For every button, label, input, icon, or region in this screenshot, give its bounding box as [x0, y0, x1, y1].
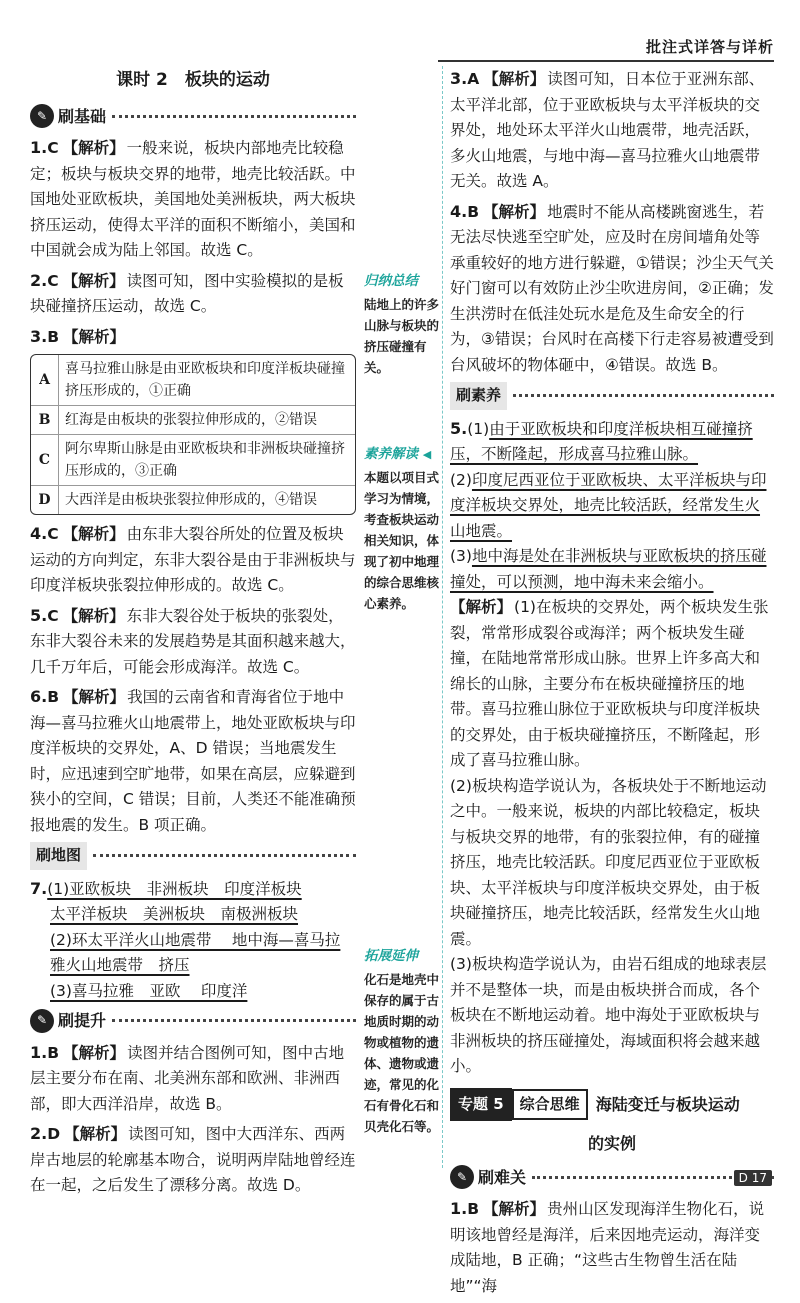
arrow-left-icon: ◀: [422, 448, 432, 461]
answer-q4-right: 4.B 【解析】 地震时不能从高楼跳窗逃生，若无法尽快逃至空旷处，应及时在房间墙角处等承重较好的地方进行躲避，①错误；沙尘天气关好门窗可以有效防止沙尘吹进房间，②正确；发生洪涝时在低洼处玩水是危及生命安全的行为，③错误；台风时在高楼下行走容易被遭受到台风破坏的物体砸中，④错误。故选 B。: [450, 201, 774, 374]
margin-notes: [360, 66, 442, 1168]
option-row: B 红海是由板块的张裂拉伸形成的，②错误: [31, 406, 355, 435]
section-hard: ✎ 刷难关: [450, 1165, 774, 1191]
note-literacy: 素养解读 ◀ 本题以项目式学习为情境，考查板块运动相关知识，体现了初中地理的综合思维核心素养。: [364, 446, 440, 611]
header-title: 批注式详答与详析: [645, 38, 774, 56]
note-summary: 归纳总结 陆地上的许多山脉与板块的挤压碰撞有关。: [364, 273, 440, 375]
answer-improve-q1: 1.B 【解析】 读图并结合图例可知，图中古地层主要分布在南、北美洲东部和欧洲、非洲西部，即大西洋沿岸，故选 B。: [30, 1042, 345, 1113]
pencil-icon: ✎: [30, 104, 54, 128]
options-table: [30, 354, 356, 515]
section-map: 刷地图: [30, 842, 356, 870]
pencil-icon: ✎: [450, 1165, 474, 1189]
option-row: A 喜马拉雅山脉是由亚欧板块和印度洋板块碰撞挤压形成的，①正确: [31, 355, 355, 406]
answer-q6: 6.B 【解析】 我国的云南省和青海省位于地中海—喜马拉雅火山地震带上，地处亚欧板块与印度洋板块的交界处，A、D 错误；当地震发生时，应迅速到空旷地带，如果在高层，应躲避到狭小的空间，C 错误；目前，人类还不能准确预报地震的发生。B 项正确。: [30, 687, 356, 834]
section-basic: ✎ 刷基础: [30, 104, 356, 130]
right-column: [450, 66, 774, 1303]
page-number: D 17: [734, 1170, 772, 1186]
note-extension: 拓展延伸 化石是地壳中保存的属于古地质时期的动物或植物的遗体、遗物或遗迹，常见的化石有骨化石和贝壳化石等。: [364, 948, 440, 1134]
answer-q3-right: 3.A 【解析】 读图可知，日本位于亚洲东部、太平洋北部，位于亚欧板块与太平洋板块的交界处，地处环太平洋火山地震带，地壳活跃，多火山地震，与地中海—喜马拉雅火山地震带无关。故选 A。: [450, 69, 765, 190]
answer-improve-q2: 2.D 【解析】 读图可知，图中大西洋东、西两岸古地层的轮廓基本吻合，说明两岸陆地曾经连在一起，之后发生了漂移分离。故选 D。: [30, 1124, 356, 1194]
section-improve: ✎ 刷提升: [30, 1008, 356, 1034]
section-literacy: 刷素养: [450, 382, 774, 410]
topic-subtitle: 的实例: [587, 1134, 636, 1153]
answer-q1: 1.C 【解析】 一般来说，板块内部地壳比较稳定；板块与板块交界的地带，地壳比较活跃。中国地处亚欧板块，美国地处美洲板块，两大板块挤压运动，使得太平洋的面积不断缩小，美国和中国就会成为陆上邻国。故选 C。: [30, 138, 356, 259]
topic-header: 专题 5 综合思维 海陆变迁与板块运动: [450, 1088, 774, 1122]
answer-q2: 2.C 【解析】 读图可知，图中实验模拟的是板块碰撞挤压运动，故选 C。: [30, 270, 344, 315]
answer-q5-right: 5.(1)由于亚欧板块和印度洋板块相互碰撞挤压，不断隆起，形成喜马拉雅山脉。 (2)印度尼西亚位于亚欧板块、太平洋板块与印度洋板块交界处，地壳比较活跃，经常发生火山地震。 (3)地中海是处在非洲板块与亚欧板块的挤压碰撞处，可以预测，地中海未来会缩小。 【解析】 (1)在板块的交界处，两个板块发生张裂，常常形成裂谷或海洋；两个板块发生碰撞，在陆地常常形成山脉。世界上许多高大和绵长的山脉，主要分布在板块碰撞挤压的地带。喜马拉雅山脉位于亚欧板块与印度洋板块的交界处，由于板块碰撞挤压，不断隆起，形成了喜马拉雅山脉。 (2)板块构造学说认为，各板块处于不断地运动之中。一般来说，板块的内部比较稳定，板块与板块交界的地带，有的张裂拉伸，有的碰撞挤压，地壳比较活跃。印度尼西亚位于亚欧板块、太平洋板块与印度洋板块交界处，由于板块碰撞挤压，地壳比较活跃，经常发生火山地震。 (3)板块构造学说认为，由岩石组成的地球表层并不是整体一块，而是由板块拼合而成，各个板块在不断地运动着。地中海处于亚欧板块与非洲板块的挤压碰撞处，海域面积将会越来越小。: [450, 418, 769, 1075]
answer-q7: 7.(1)亚欧板块 非洲板块 印度洋板块 太平洋板块 美洲板块 南极洲板块 (2)环太平洋火山地震带 地中海—喜马拉 雅火山地震带 挤压 (3)喜马拉雅 亚欧 印度洋: [30, 878, 341, 1000]
option-row: C 阿尔卑斯山脉是由亚欧板块和非洲板块碰撞挤压形成的，③正确: [31, 435, 355, 486]
column-divider: [442, 66, 443, 1168]
answer-hard-q1: 1.B 【解析】 贵州山区发现海洋生物化石，说明该地曾经是海洋，后来因地壳运动，海洋变成陆地，B 正确；“这些古生物曾生活在陆地”“海: [450, 1199, 765, 1295]
answer-q3: 3.B 【解析】: [30, 326, 126, 346]
left-column: [30, 66, 356, 1203]
pencil-icon: ✎: [30, 1009, 54, 1033]
answer-q4: 4.C 【解析】 由东非大裂谷所处的位置及板块运动的方向判定，东非大裂谷是由于非洲板块与印度洋板块张裂拉伸形成的。故选 C。: [30, 524, 356, 594]
header-rule: [438, 60, 774, 62]
lesson-title: 课时 2 板块的运动: [116, 70, 270, 90]
option-row: D 大西洋是由板块张裂拉伸形成的，④错误: [31, 486, 355, 514]
answer-q5: 5.C 【解析】 东非大裂谷处于板块的张裂处，东非大裂谷未来的发展趋势是其面积越来越大，几千万年后，可能会形成海洋。故选 C。: [30, 605, 356, 676]
